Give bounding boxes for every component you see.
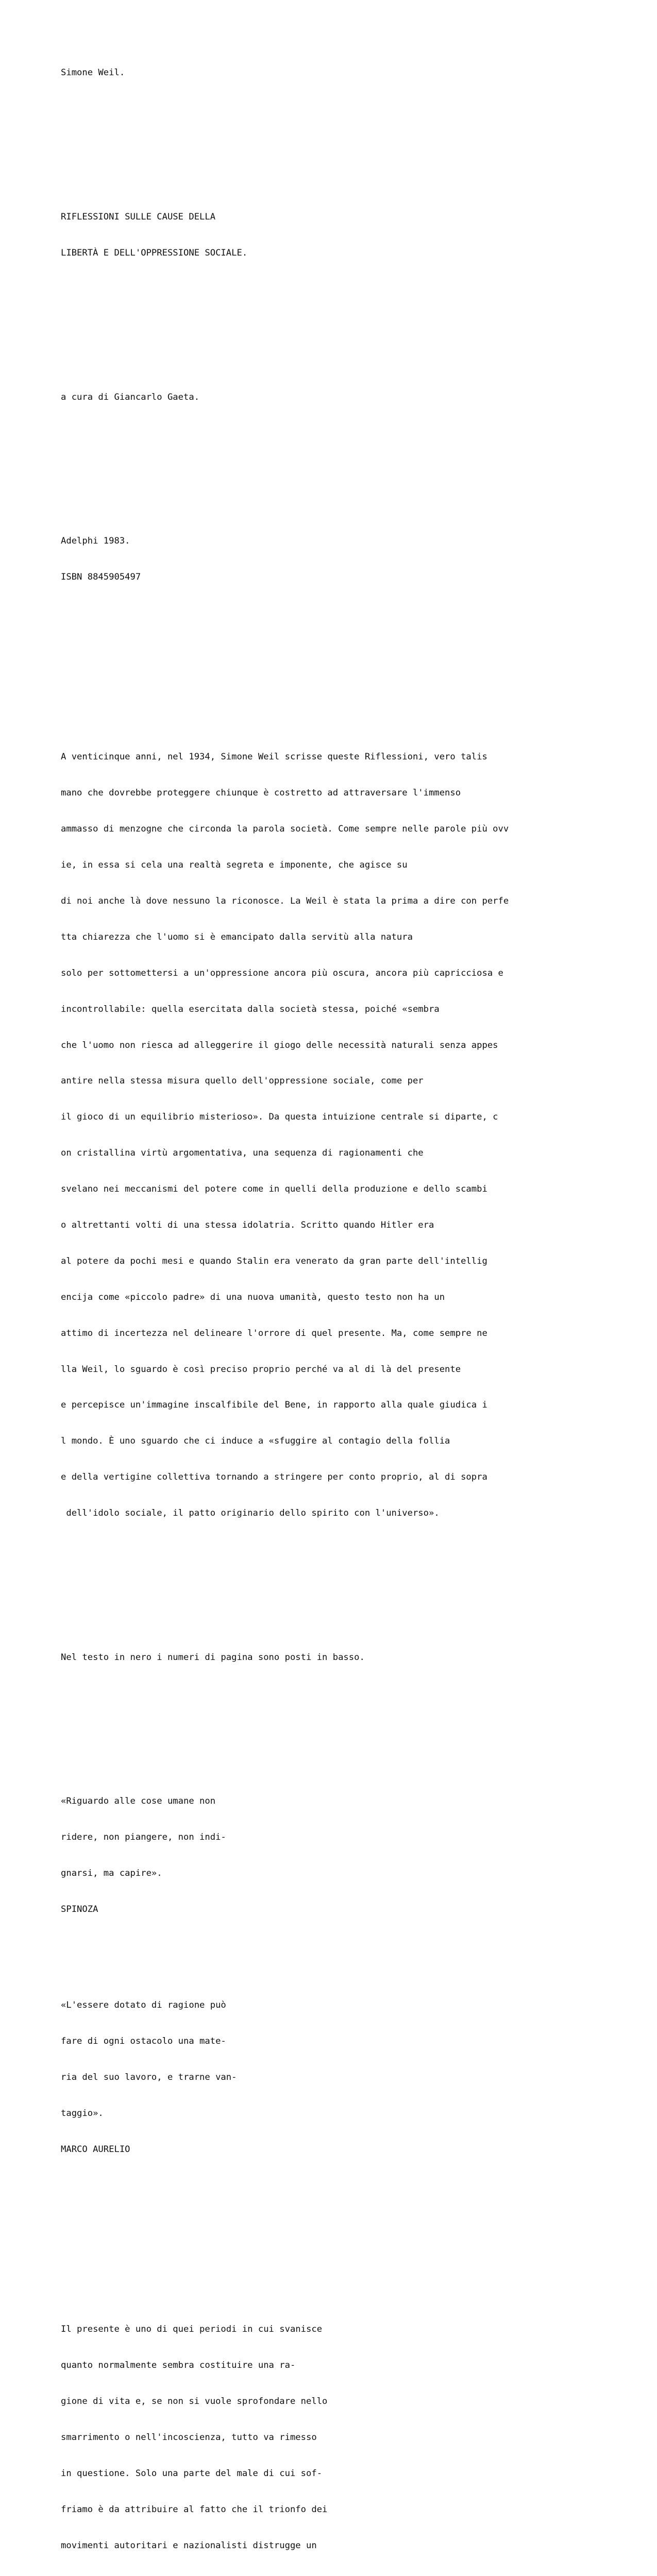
epigraph-quote-line: ridere, non piangere, non indi- <box>61 1832 657 1843</box>
epigraph-attribution: SPINOZA <box>61 1904 657 1916</box>
blurb-line: mano che dovrebbe proteggere chiunque è costretto ad attraversare l'immenso <box>61 787 657 799</box>
spacer <box>61 139 657 151</box>
author-block <box>61 43 657 103</box>
blurb-line: il gioco di un equilibrio misterioso». Da questa intuizione centrale si diparte, c <box>61 1111 657 1123</box>
body-line: gione di vita e, se non si vuole sprofondare nello <box>61 2396 657 2408</box>
blurb-line: A venticinque anni, nel 1934, Simone Weil scrisse queste Riflessioni, vero talis <box>61 751 657 763</box>
body-line: movimenti autoritari e nazionalisti distrugge un <box>61 2540 657 2552</box>
editor-block <box>61 367 657 427</box>
epigraph-quote-line: taggio». <box>61 2108 657 2120</box>
body-line: quanto normalmente sembra costituire una ra- <box>61 2360 657 2371</box>
blurb-line: e della vertigine collettiva tornando a stringere per conto proprio, al di sopra <box>61 1471 657 1483</box>
blurb-line: lla Weil, lo sguardo è così preciso proprio perché va al di là del presente <box>61 1364 657 1376</box>
body-line: smarrimento o nell'incoscienza, tutto va rimesso <box>61 2432 657 2444</box>
spacer <box>61 2216 657 2228</box>
title-line-1: RIFLESSIONI SULLE CAUSE DELLA <box>61 211 657 223</box>
publication-block <box>61 511 657 607</box>
blurb-line: on cristallina virtù argomentativa, una sequenza di ragionamenti che <box>61 1147 657 1159</box>
blurb-line: solo per sottomettersi a un'oppressione ancora più oscura, ancora più capricciosa e <box>61 968 657 979</box>
document-page <box>0 0 657 851</box>
blurb-line: incontrollabile: quella esercitata dalla società stessa, poiché «sembra <box>61 1004 657 1015</box>
isbn-line: ISBN 8845905497 <box>61 571 657 583</box>
spacer <box>61 680 657 691</box>
epigraph-quote-line: «Riguardo alle cose umane non <box>61 1795 657 1807</box>
blurb-line: antire nella stessa misura quello dell'oppressione sociale, come per <box>61 1075 657 1087</box>
blurb-line: tta chiarezza che l'uomo si è emancipato dalla servitù alla natura <box>61 931 657 943</box>
editorial-note-line: Nel testo in nero i numeri di pagina sono posti in basso. <box>61 1652 657 1664</box>
blurb-block <box>61 727 657 1544</box>
blurb-line: o altrettanti volti di una stessa idolatria. Scritto quando Hitler era <box>61 1219 657 1231</box>
epigraph-quote-line: fare di ogni ostacolo una mate- <box>61 2036 657 2047</box>
blurb-line: attimo di incertezza nel delineare l'orrore di quel presente. Ma, come sempre ne <box>61 1328 657 1340</box>
epigraph-spinoza <box>61 1772 657 1940</box>
body-line: Il presente è uno di quei periodi in cui svanisce <box>61 2324 657 2335</box>
editor-line: a cura di Giancarlo Gaeta. <box>61 392 657 403</box>
blurb-line: encija come «piccolo padre» di una nuova umanità, questo testo non ha un <box>61 1292 657 1303</box>
epigraph-quote-line: ria del suo lavoro, e trarne van- <box>61 2072 657 2083</box>
blurb-line: che l'uomo non riesca ad alleggerire il giogo delle necessità naturali senza appes <box>61 1040 657 1052</box>
publisher-line: Adelphi 1983. <box>61 535 657 547</box>
epigraph-quote-line: gnarsi, ma capire». <box>61 1868 657 1879</box>
spacer <box>61 643 657 655</box>
author-line: Simone Weil. <box>61 67 657 79</box>
spacer <box>61 319 657 331</box>
blurb-line: ammasso di menzogne che circonda la parola società. Come sempre nelle parole più ovv <box>61 823 657 835</box>
blurb-line: e percepisce un'immagine inscalfibile del Bene, in rapporto alla quale giudica i <box>61 1399 657 1411</box>
blurb-line: dell'idolo sociale, il patto originario dello spirito con l'universo». <box>61 1507 657 1519</box>
blurb-line: svelano nei meccanismi del potere come in quelli della produzione e dello scambi <box>61 1183 657 1195</box>
spacer <box>61 1723 657 1735</box>
title-block <box>61 187 657 283</box>
spacer <box>61 2252 657 2264</box>
blurb-line: al potere da pochi mesi e quando Stalin era venerato da gran parte dell'intellig <box>61 1256 657 1267</box>
epigraph-marco-aurelio <box>61 1976 657 2180</box>
blurb-line: di noi anche là dove nessuno la riconosce. La Weil è stata la prima a dire con perfe <box>61 895 657 907</box>
blurb-line: ie, in essa si cela una realtà segreta e imponente, che agisce su <box>61 859 657 871</box>
blurb-line: l mondo. È uno sguardo che ci induce a «sfuggire al contagio della follia <box>61 1435 657 1447</box>
body-text-block <box>61 2300 657 2576</box>
editorial-note-block <box>61 1628 657 1687</box>
spacer <box>61 463 657 475</box>
epigraph-attribution: MARCO AURELIO <box>61 2144 657 2156</box>
body-line: in questione. Solo una parte del male di cui sof- <box>61 2468 657 2480</box>
body-line: friamo è da attribuire al fatto che il trionfo dei <box>61 2504 657 2516</box>
spacer <box>61 1580 657 1591</box>
epigraph-quote-line: «L'essere dotato di ragione può <box>61 1999 657 2011</box>
title-line-2: LIBERTÀ E DELL'OPPRESSIONE SOCIALE. <box>61 247 657 259</box>
